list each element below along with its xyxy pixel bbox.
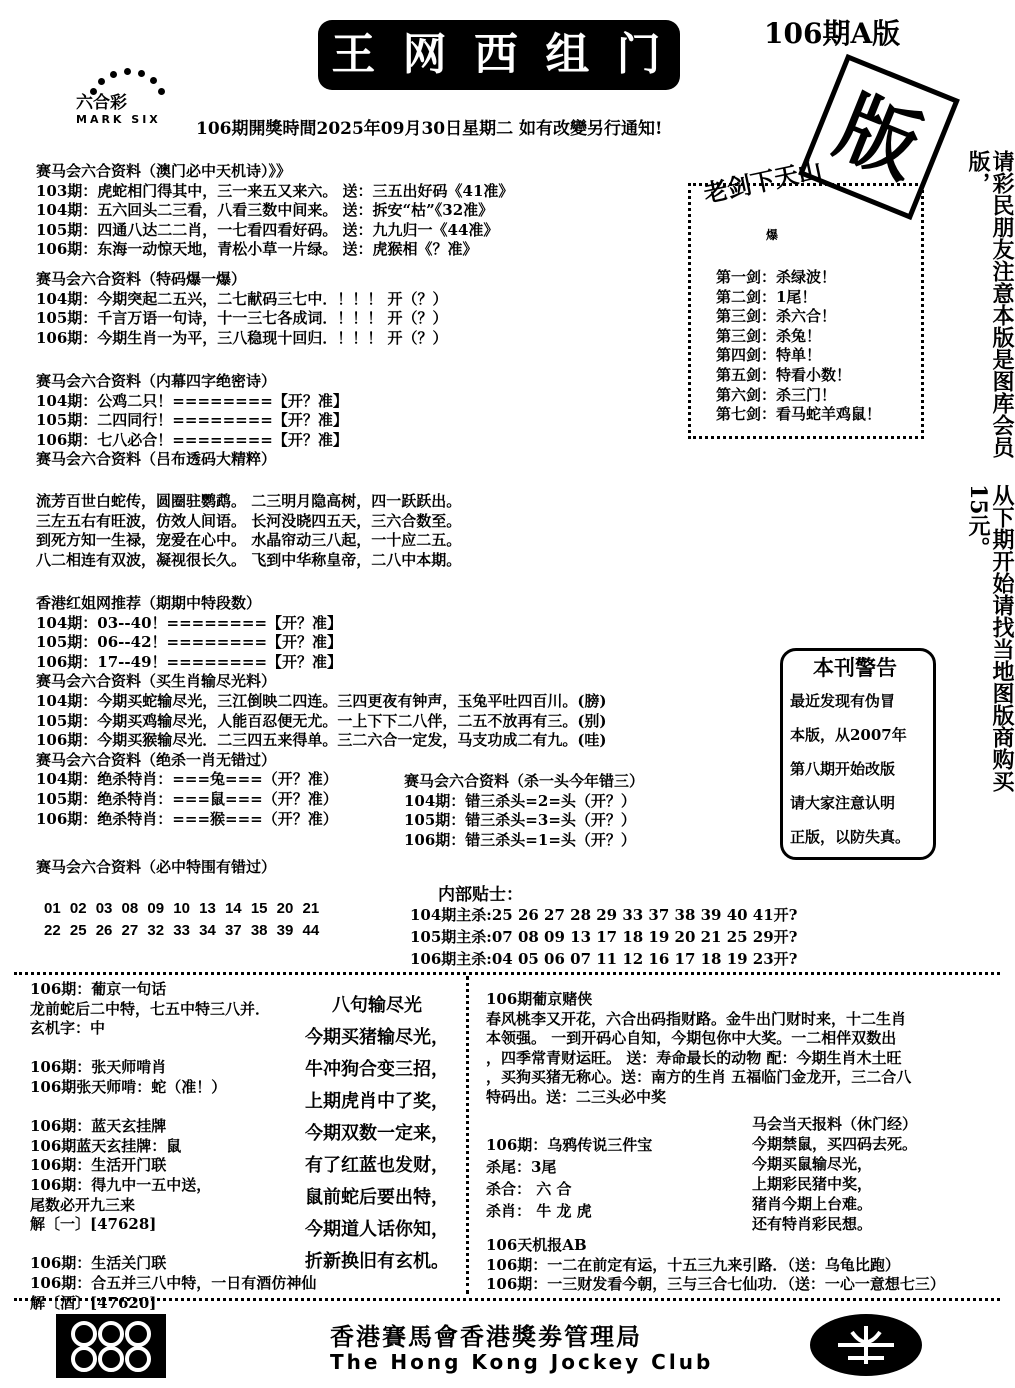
verse-line: 上期虎肖中了奖， bbox=[305, 1091, 449, 1112]
text-line: 106期张天师啃：蛇（准！） bbox=[30, 1077, 227, 1096]
text-line: 到死方知一生禄，宠爱在心中。 水晶帘动三八起，一十应二五。 bbox=[36, 531, 462, 550]
text-line: 106期：一三财发看今朝，三与三合七仙功．（送：一心一意想七三） bbox=[486, 1275, 945, 1294]
horse-block bbox=[752, 1114, 917, 1234]
warning-line: 最近发现有伪冒 bbox=[790, 692, 896, 710]
text-line: 106期：葡京一句话 bbox=[30, 980, 167, 998]
verse-line: 鼠前蛇后要出特， bbox=[305, 1187, 449, 1208]
text-line: 八二相连有双波，凝视很长久。 飞到中华称皇帝，二八中本期。 bbox=[36, 550, 462, 569]
text-line: 106期：一二在前定有运，十五三九来引路．（送：乌龟比跑） bbox=[486, 1255, 900, 1274]
sword-item: 第六剑：杀三门！ bbox=[716, 385, 837, 404]
number-row: 22 25 26 27 32 33 34 37 38 39 44 bbox=[44, 922, 320, 939]
text-line: 马会当天报料（休门经） bbox=[752, 1115, 918, 1133]
text-line bbox=[30, 1235, 316, 1255]
text-line: 杀尾：3尾 bbox=[486, 1158, 557, 1176]
warning-line: 本版，从2007年 bbox=[790, 726, 907, 744]
insider-row: 104期主杀:25 26 27 28 29 33 37 38 39 40 41开? bbox=[410, 906, 798, 924]
text-line: 105期：四通八达二二肖，一七看四看好码。 送：九九归一《44准》 bbox=[36, 220, 499, 239]
text-line: 解〔酒〕[47620] bbox=[30, 1293, 157, 1312]
number-row: 01 02 03 08 09 10 13 14 15 20 21 bbox=[44, 900, 320, 917]
text-line: 106期：七八必合！========【开？准】 bbox=[36, 430, 348, 449]
text-line: 今期禁鼠，买四码去死。 bbox=[752, 1135, 918, 1153]
text-line: 106天机报AB bbox=[486, 1236, 587, 1254]
footer-chinese-name: 香港賽馬會香港獎劵管理局 bbox=[330, 1322, 642, 1351]
crow-block bbox=[486, 1134, 652, 1222]
insider-row: 106期主杀:04 05 06 07 11 12 16 17 18 19 23开? bbox=[410, 950, 798, 968]
lisbon-gambler-block bbox=[486, 990, 911, 1108]
sword-item: 第三剑：杀兔！ bbox=[716, 326, 822, 345]
number-grid bbox=[44, 898, 319, 942]
text-line: 105期：千言万语一句诗，十一三七各成词．！！！ 开（？） bbox=[36, 309, 448, 328]
sword-item: 第四剑：特单！ bbox=[716, 346, 822, 365]
text-line: 赛马会六合资料（绝杀一肖无错过） bbox=[36, 750, 277, 769]
verse-line: 折新换旧有玄机。 bbox=[305, 1251, 449, 1272]
text-line: 104期：绝杀特肖：===兔===（开？准） bbox=[36, 770, 338, 789]
text-line: 106期蓝天玄挂牌：鼠 bbox=[30, 1136, 182, 1155]
verse-line: 牛冲狗合变三招， bbox=[305, 1059, 449, 1080]
jockey-club-emblem-icon bbox=[808, 1312, 924, 1378]
text-line: 106期：今期生肖一为平，三八稳现十回归．！！！ 开（？） bbox=[36, 328, 448, 347]
text-line: 赛马会六合资料（买生肖输尽光料） bbox=[36, 672, 277, 691]
sword-item: 第七剑：看马蛇羊鸡鼠！ bbox=[716, 405, 882, 424]
sword-item: 第五剑：特看小数！ bbox=[716, 365, 852, 384]
text-line: 106期：错三杀头=1=头（开？） bbox=[404, 830, 636, 849]
verse-block bbox=[288, 990, 466, 1278]
verse-line: 今期买猪输尽光， bbox=[305, 1027, 449, 1048]
verse-line: 今期道人话你知， bbox=[305, 1219, 449, 1240]
text-line: 106期：得九中一五中送， bbox=[30, 1175, 212, 1194]
text-line: 玄机字：中 bbox=[30, 1019, 106, 1038]
verse-line: 八句输尽光 bbox=[332, 995, 422, 1016]
text-line: ，买狗买猪无称心。送：南方的生肖 五福临门金龙开，三二合八 bbox=[486, 1068, 912, 1087]
edition-stamp: 版 bbox=[798, 54, 960, 220]
section-title-must-win: 赛马会六合资料（必中特围有错过） bbox=[36, 858, 277, 876]
text-line: 还有特肖彩民想。 bbox=[752, 1215, 873, 1233]
text-line bbox=[30, 1039, 316, 1059]
text-line bbox=[30, 1098, 316, 1118]
side-notice-col1: 请彩民朋友注意本版是图库会员版， bbox=[965, 150, 1015, 458]
masthead-banner: 王 网 西 组 门 bbox=[318, 20, 680, 90]
text-line: 106期：17--49！========【开？准】 bbox=[36, 652, 343, 671]
insider-row: 105期主杀:07 08 09 13 17 18 19 20 21 25 29开? bbox=[410, 928, 798, 946]
text-line: 特码出。送：二三头必中奖 bbox=[486, 1087, 667, 1106]
text-line: 解〔一〕[47628] bbox=[30, 1215, 157, 1234]
sword-subtitle: 爆 bbox=[766, 228, 779, 242]
text-line: 105期：绝杀特肖：===鼠===（开？准） bbox=[36, 789, 338, 808]
text-line: 赛马会六合资料（内幕四字绝密诗） bbox=[36, 372, 277, 390]
text-line: 106期：东海一动惊天地，青松小草一片绿。 送：虎猴相《？准》 bbox=[36, 240, 478, 259]
section-kill-head bbox=[404, 772, 644, 850]
text-line: 本领强。 一到开码心自知，今期包你中大奖。一二相伴双数出 bbox=[486, 1029, 897, 1048]
text-line: 105期：二四同行！========【开？准】 bbox=[36, 411, 348, 430]
insider-tips bbox=[410, 904, 797, 970]
bottom-left-block bbox=[30, 980, 316, 1313]
warning-title: 本刊警告 bbox=[813, 655, 897, 680]
text-line: 106期葡京赌侠 bbox=[486, 990, 593, 1008]
text-line: 春风桃李又开花，六合出码指财路。金牛出门财时来，十二生肖 bbox=[486, 1009, 907, 1028]
divider-top bbox=[14, 972, 1000, 975]
warning-line: 正版，以防失真。 bbox=[790, 828, 911, 846]
logo-text: 六合彩 bbox=[76, 93, 127, 113]
text-line: 105期：今期买鸡输尽光，人能百忍便无尤。一上下下二八伴，二五不放再有三。(别) bbox=[36, 711, 607, 730]
text-line: 104期：错三杀头=2=头（开？） bbox=[404, 791, 636, 810]
footer-english-name: The Hong Kong Jockey Club bbox=[330, 1350, 714, 1374]
text-line: 三左五右有旺波，仿效人间语。 长河没晓四五天，三六合数至。 bbox=[36, 511, 462, 530]
text-line: 尾数必开九三来 bbox=[30, 1195, 136, 1214]
text-line: 104期：今期突起二五兴，二七献码三七中．！！！ 开（？） bbox=[36, 289, 448, 308]
text-line: 杀合： 六 合 bbox=[486, 1180, 572, 1198]
tianji-block bbox=[486, 1236, 945, 1295]
text-line: 106期：合五并三八中特，一日有酒仿神仙 bbox=[30, 1273, 317, 1292]
text-line: 103期：虎蛇相门得其中，三一来五又来六。 送：三五出好码《41准》 bbox=[36, 181, 514, 200]
draw-info: 106期開獎時間2025年09月30日星期二 如有改變另行通知! bbox=[196, 119, 663, 139]
section-lubu-poem bbox=[36, 492, 461, 570]
warning-line: 第八期开始改版 bbox=[790, 760, 896, 778]
text-line: 106期：乌鸦传说三件宝 bbox=[486, 1136, 653, 1154]
text-line: 105期：06--42！========【开？准】 bbox=[36, 633, 343, 652]
verse-line: 今期双数一定来， bbox=[305, 1123, 449, 1144]
insider-tips-title: 内部贴士： bbox=[438, 885, 523, 905]
text-line: 106期：张天师啃肖 bbox=[30, 1058, 167, 1077]
warning-text bbox=[790, 684, 910, 854]
text-line: 106期：蓝天玄挂牌 bbox=[30, 1117, 167, 1136]
section-four-char-poem bbox=[36, 372, 348, 470]
verse-line: 有了红蓝也发财， bbox=[305, 1155, 449, 1176]
edition-label: 106期A版 bbox=[764, 17, 901, 50]
text-line: 赛马会六合资料（澳门必中天机诗）》》 bbox=[36, 162, 292, 180]
text-line: 106期：生活开门联 bbox=[30, 1156, 167, 1175]
warning-line: 请大家注意认明 bbox=[790, 794, 896, 812]
text-line: 106期：今期买猴输尽光．二三四五来得单。三二六合一定发，马支功成二有九。(哇) bbox=[36, 731, 607, 750]
text-line: 105期：错三杀头=3=头（开？） bbox=[404, 811, 636, 830]
text-line: 龙前蛇后二中特，七五中特三八并． bbox=[30, 999, 271, 1018]
sword-item: 第二剑：1尾！ bbox=[716, 287, 817, 306]
section-macau-poem bbox=[36, 162, 513, 260]
sword-item: 第三剑：杀六合！ bbox=[716, 307, 837, 326]
text-line: ，四季常青财运旺。 送：寿命最长的动物 配：今期生肖木土旺 bbox=[486, 1048, 902, 1067]
text-line: 104期：五六回头二三看，八看三数中间来。 送：拆安“枯”《32准》 bbox=[36, 201, 494, 220]
text-line: 猪肖今期上台难。 bbox=[752, 1195, 873, 1213]
text-line: 104期：公鸡二只！========【开？准】 bbox=[36, 391, 348, 410]
text-line: 上期彩民猪中奖， bbox=[752, 1175, 873, 1193]
text-line: 香港红姐网推荐（期期中特段数） bbox=[36, 594, 262, 612]
text-line: 流芳百世白蛇传，圆圈驻鹦鹉。 二三明月隐高树，四一跃跃出。 bbox=[36, 492, 462, 510]
logo-subtext: MARK SIX bbox=[76, 113, 161, 126]
text-line: 赛马会六合资料（杀一头今年错三） bbox=[404, 772, 645, 790]
divider-vertical bbox=[466, 976, 469, 1294]
side-notice-col2: 从下期开始请找当地图版商购买15元。 bbox=[965, 484, 1015, 792]
text-line: 104期：今期买蛇输尽光，三江倒映二四连。三四更夜有钟声，玉兔平吐四百川。(膀) bbox=[36, 691, 607, 710]
sword-title: 老剑下天山 bbox=[701, 154, 825, 209]
text-line: 106期：生活关门联 bbox=[30, 1254, 167, 1273]
text-line: 杀肖： 牛 龙 虎 bbox=[486, 1202, 592, 1220]
text-line: 104期：03--40！========【开？准】 bbox=[36, 613, 343, 632]
sword-item: 第一剑：杀绿波！ bbox=[716, 268, 837, 286]
text-line: 赛马会六合资料（特码爆一爆） bbox=[36, 270, 247, 288]
text-line: 今期买鼠输尽光， bbox=[752, 1155, 873, 1173]
text-line: 106期：绝杀特肖：===猴===（开？准） bbox=[36, 809, 338, 828]
sword-list bbox=[716, 268, 881, 425]
section-special-code bbox=[36, 270, 448, 348]
left-emblem-icon bbox=[56, 1314, 166, 1378]
text-line: 赛马会六合资料（吕布透码大精粹） bbox=[36, 450, 277, 469]
